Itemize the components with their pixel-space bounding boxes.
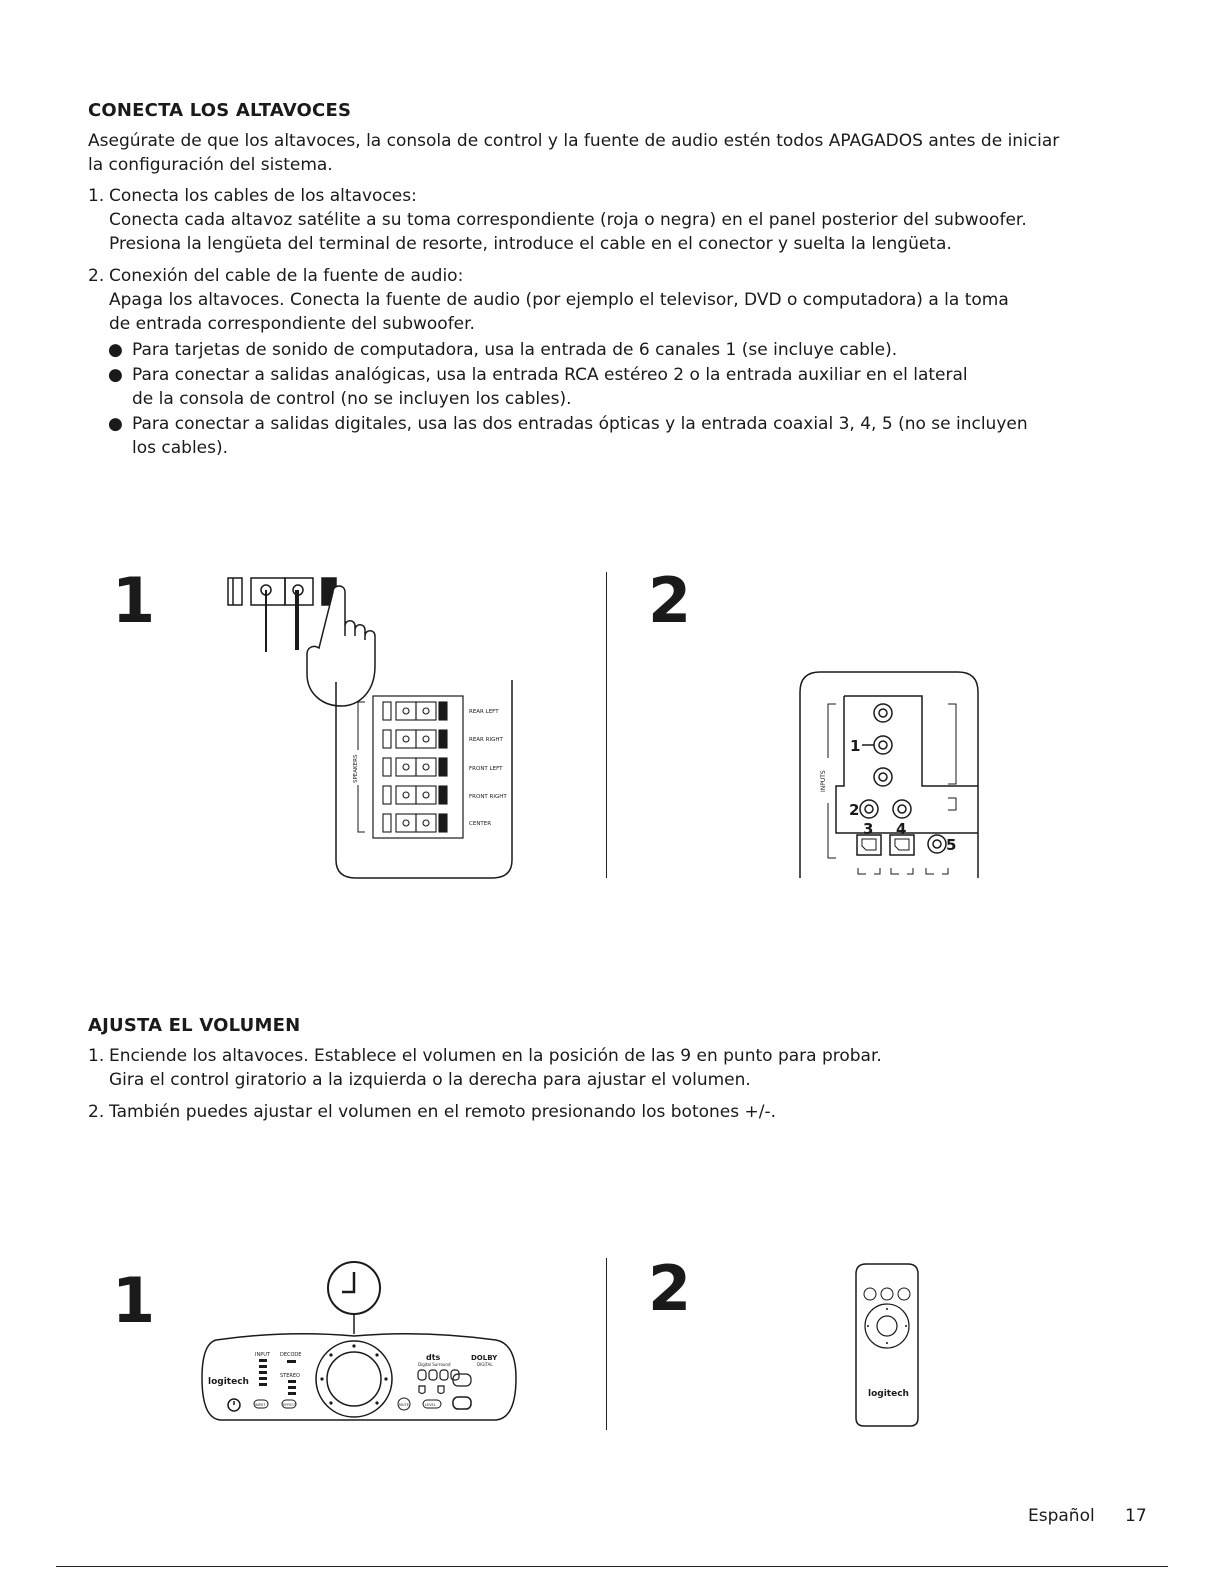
mute-button-label: MUTE: [399, 1403, 409, 1407]
power-icon: [228, 1399, 240, 1411]
figure-step-number: 1: [112, 564, 156, 637]
step-number: 2.: [88, 266, 105, 286]
step-title: Conexión del cable de la fuente de audio:: [109, 266, 464, 286]
step-line: Enciende los altavoces. Establece el volumen en la posición de las 9 en punto para probar.: [109, 1046, 882, 1066]
optical-jack-icon: [890, 835, 914, 855]
figure-divider: [606, 572, 607, 878]
control-console-illustration: [196, 1258, 526, 1428]
dolby-logo: DOLBY: [471, 1354, 498, 1362]
rca-jack-icon: [874, 736, 892, 754]
step-1-speaker-cables: [88, 184, 1068, 256]
bullet-icon: ●: [108, 414, 123, 434]
bullet-text: Para conectar a salidas analógicas, usa la entrada RCA estéreo 2 o la entrada auxiliar en el lateral de la consola de control (no se incluyen los cables).: [132, 365, 968, 409]
bullet-item: [108, 412, 1028, 460]
step-2-audio-source: [88, 264, 1068, 336]
volume-step-1: [88, 1044, 1068, 1092]
terminal-label: REAR RIGHT: [469, 737, 503, 743]
stereo-label: STEREO: [280, 1373, 300, 1379]
figure-step-number: 1: [112, 1264, 156, 1337]
optical-jack-icon: [857, 835, 881, 855]
dolby-sub-label: DIGITAL: [477, 1362, 493, 1367]
step-number: 1.: [88, 1046, 105, 1066]
bullet-icon: ●: [108, 340, 123, 360]
speaker-terminal-illustration: [220, 570, 540, 890]
rca-jack-icon: [893, 800, 911, 818]
section-heading-volume: AJUSTA EL VOLUMEN: [88, 1015, 301, 1036]
step-line: También puedes ajustar el volumen en el remoto presionando los botones +/-.: [109, 1102, 777, 1122]
level-button-label: LEVEL: [425, 1403, 436, 1407]
speakers-label: SPEAKERS: [353, 754, 359, 783]
coaxial-jack-icon: [928, 835, 946, 853]
footer-language: Español: [1028, 1506, 1095, 1526]
step-line: Gira el control giratorio a la izquierda o la derecha para ajustar el volumen.: [109, 1070, 751, 1090]
step-title: Conecta los cables de los altavoces:: [109, 186, 417, 206]
bullet-item: [108, 363, 968, 411]
dts-sub-label: Digital Surround: [418, 1362, 451, 1367]
bullet-item: [108, 338, 1048, 362]
terminal-label: FRONT RIGHT: [469, 794, 507, 800]
inputs-label: INPUTS: [820, 770, 827, 792]
bullet-icon: ●: [108, 365, 123, 385]
console-brand-logo: logitech: [208, 1377, 249, 1387]
input-label: INPUT: [255, 1352, 270, 1358]
terminal-label: REAR LEFT: [469, 709, 499, 715]
clock-icon: [328, 1262, 380, 1314]
input-button-label: INPUT: [255, 1403, 266, 1407]
step-number: 2.: [88, 1102, 105, 1122]
rca-jack-icon: [874, 768, 892, 786]
effect-button-label: EFFECT: [283, 1403, 297, 1407]
remote-control-illustration: [850, 1260, 930, 1440]
figure-divider: [606, 1258, 607, 1430]
volume-step-2: [88, 1100, 1068, 1124]
rca-jack-icon: [874, 704, 892, 722]
figure-step-number: 2: [648, 1252, 692, 1325]
step-number: 1.: [88, 186, 105, 206]
terminal-label: FRONT LEFT: [469, 766, 503, 772]
rca-jack-icon: [860, 800, 878, 818]
intro-paragraph: Asegúrate de que los altavoces, la consola de control y la fuente de audio estén todos APAGADOS antes de iniciar la configuración del sistema.: [88, 131, 1060, 175]
terminal-label: CENTER: [469, 821, 492, 827]
step-line: Presiona la lengüeta del terminal de resorte, introduce el cable en el conector y suelta la lengüeta.: [109, 234, 952, 254]
step-line: Conecta cada altavoz satélite a su toma correspondiente (roja o negra) en el panel posterior del subwoofer.: [109, 210, 1027, 230]
step-line: Apaga los altavoces. Conecta la fuente de audio (por ejemplo el televisor, DVD o computadora) a la toma de entrada correspondiente del subwoofer.: [109, 290, 1009, 334]
spring-terminal-icon: [228, 578, 336, 652]
hand-pointer-icon: [307, 586, 375, 706]
bullet-text: Para tarjetas de sonido de computadora, usa la entrada de 6 canales 1 (se incluye cable).: [132, 340, 898, 360]
jack-number: 3: [863, 820, 874, 838]
section-heading-speakers: CONECTA LOS ALTAVOCES: [88, 100, 352, 121]
footer-rule: [56, 1566, 1168, 1567]
bullet-text: Para conectar a salidas digitales, usa las dos entradas ópticas y la entrada coaxial 3, 4, 5 (no se incluyen los cables).: [132, 414, 1028, 458]
page-number: 17: [1125, 1506, 1147, 1526]
figure-step-number: 2: [648, 564, 692, 637]
jack-number: 2: [849, 801, 860, 819]
remote-brand-logo: logitech: [868, 1389, 909, 1399]
decode-label: DECODE: [280, 1352, 302, 1358]
inputs-panel-illustration: [796, 668, 996, 888]
jack-number: 5: [946, 836, 957, 854]
jack-number: 1: [850, 737, 861, 755]
jack-number: 4: [896, 820, 907, 838]
dts-logo: dts: [426, 1353, 441, 1362]
